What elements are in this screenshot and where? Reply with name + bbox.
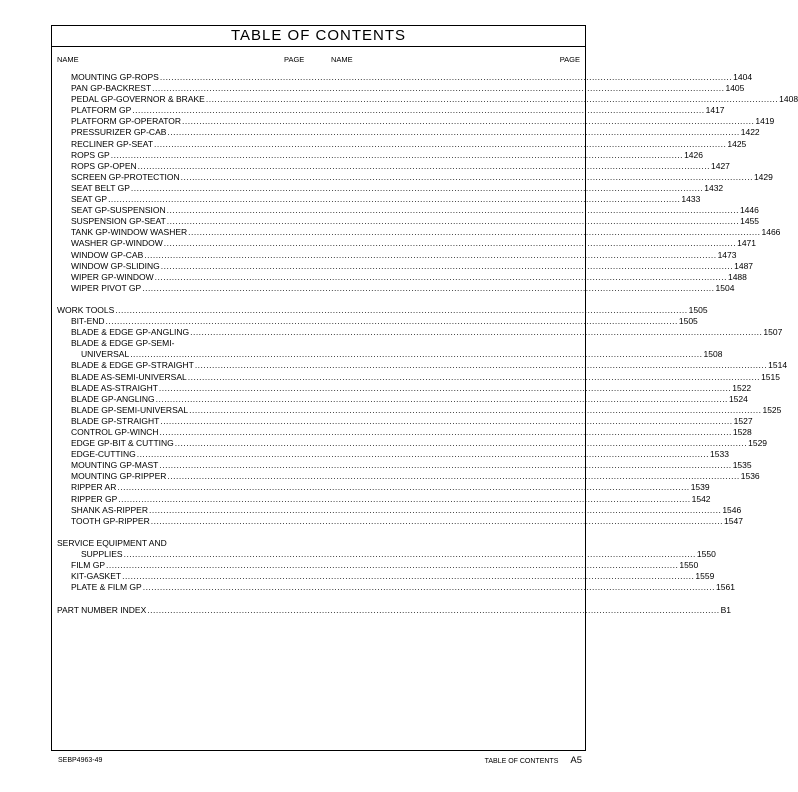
toc-entry-page: 1515: [761, 371, 780, 382]
toc-entry[interactable]: [57, 171, 773, 183]
toc-entry-page: 1527: [733, 415, 753, 426]
toc-entry-page: 1425: [727, 138, 747, 149]
toc-entry-name: ROPS GP: [71, 149, 110, 160]
leader-dots: ........................................................................................................................................................................................................: [110, 149, 684, 160]
toc-entry-name: TANK GP-WINDOW WASHER: [71, 227, 188, 238]
toc-entry-page: B1: [720, 604, 732, 615]
toc-entry-name: EDGE-CUTTING: [71, 449, 136, 460]
page-title: TABLE OF CONTENTS: [52, 26, 585, 47]
toc-entry[interactable]: [57, 182, 724, 194]
toc-entry-page: 1408: [779, 94, 798, 105]
toc-entry[interactable]: [57, 404, 782, 416]
toc-entry[interactable]: [57, 83, 745, 94]
toc-entry[interactable]: [57, 116, 775, 127]
toc-entry-page: 1524: [728, 393, 748, 404]
toc-entry-name: SCREEN GP-PROTECTION: [71, 171, 180, 182]
leader-dots: ........................................................................................................................................................................................................: [188, 227, 761, 238]
toc-entry-name: WINDOW GP-SLIDING: [71, 260, 160, 271]
left-name-header: NAME: [57, 55, 79, 64]
footer-doc-id: SEBP4963-49: [58, 757, 103, 764]
toc-entry[interactable]: [57, 438, 768, 449]
toc-entry-page: 1542: [691, 493, 711, 504]
right-name-header: NAME: [331, 55, 353, 64]
toc-entry-page: 1561: [716, 582, 735, 593]
leader-dots: ........................................................................................................................................................................................................: [130, 349, 703, 360]
toc-entry-name: SEAT GP-SUSPENSION: [71, 205, 166, 216]
toc-entry-name: SHANK AS-RIPPER: [71, 504, 148, 515]
toc-entry-name: MOUNTING GP-MAST: [71, 460, 159, 471]
toc-entry-page: 1528: [732, 427, 752, 437]
toc-section-part-number-index[interactable]: [57, 604, 732, 616]
leader-dots: ........................................................................................................................................................................................................: [106, 560, 679, 571]
leader-dots: ........................................................................................................................................................................................................: [115, 304, 688, 315]
toc-entry[interactable]: [57, 571, 715, 582]
toc-entry[interactable]: [57, 160, 730, 172]
footer-page-number: A5: [570, 755, 582, 766]
leader-dots: ........................................................................................................................................................................................................: [154, 271, 727, 282]
toc-entry[interactable]: [57, 260, 754, 272]
toc-entry-page: 1422: [740, 127, 760, 138]
leader-dots: ........................................................................................................................................................................................................: [159, 460, 732, 471]
toc-entry-page: 1488: [727, 271, 747, 282]
toc-entry[interactable]: [57, 449, 729, 460]
toc-entry-page: 1487: [734, 260, 754, 271]
toc-entry-name: UNIVERSAL: [81, 349, 130, 360]
toc-entry-name: PLATE & FILM GP: [71, 582, 142, 593]
toc-entry-name: RIPPER AR: [71, 482, 117, 493]
toc-entry[interactable]: [57, 415, 753, 427]
toc-entry-name: WINDOW GP-CAB: [71, 249, 144, 260]
toc-entry-page: 1404: [733, 72, 753, 82]
toc-entry[interactable]: [57, 205, 759, 216]
footer-section: TABLE OF CONTENTS: [484, 758, 559, 765]
right-page-header: PAGE: [559, 55, 580, 64]
leader-dots: ........................................................................................................................................................................................................: [122, 571, 695, 582]
toc-entry-page: 1429: [753, 171, 773, 182]
toc-entry[interactable]: [57, 349, 723, 360]
toc-entry[interactable]: [57, 460, 752, 471]
leader-dots: ........................................................................................................................................................................................................: [189, 404, 762, 415]
toc-entry[interactable]: [57, 327, 783, 338]
toc-entry-page: 1471: [737, 238, 757, 249]
toc-entry[interactable]: [57, 560, 699, 571]
toc-entry-name: SUSPENSION GP-SEAT: [71, 216, 166, 227]
toc-entry-name: PLATFORM GP-OPERATOR: [71, 116, 182, 127]
footer-right: [485, 755, 582, 766]
toc-entry-name: MOUNTING GP-RIPPER: [71, 471, 167, 482]
toc-entry-page: 1559: [695, 571, 715, 582]
toc-entry[interactable]: [57, 127, 760, 138]
toc-entry[interactable]: [57, 493, 711, 505]
leader-dots: ........................................................................................................................................................................................................: [147, 604, 720, 615]
leader-dots: ........................................................................................................................................................................................................: [182, 116, 755, 127]
leader-dots: ........................................................................................................................................................................................................: [190, 327, 763, 338]
toc-entry-name: BLADE & EDGE GP-STRAIGHT: [71, 360, 194, 371]
toc-entry-page: 1536: [740, 471, 760, 482]
toc-entry-name: KIT-GASKET: [71, 571, 122, 582]
leader-dots: ........................................................................................................................................................................................................: [105, 316, 678, 327]
toc-entry[interactable]: [57, 94, 798, 105]
toc-entry-page: 1432: [704, 182, 724, 193]
leader-dots: ........................................................................................................................................................................................................: [180, 171, 753, 182]
toc-entry-name: SERVICE EQUIPMENT AND: [57, 537, 167, 548]
toc-entry[interactable]: [57, 482, 710, 493]
leader-dots: ........................................................................................................................................................................................................: [130, 182, 704, 193]
toc-entry-name: WIPER PIVOT GP: [71, 282, 142, 293]
toc-entry[interactable]: [57, 515, 743, 527]
toc-entry-page: 1446: [739, 205, 759, 216]
toc-entry[interactable]: [57, 316, 698, 327]
toc-entry-page: 1525: [762, 404, 782, 415]
toc-entry-name: PEDAL GP-GOVERNOR & BRAKE: [71, 94, 205, 105]
toc-entry-page: 1405: [725, 83, 745, 94]
leader-dots: ........................................................................................................................................................................................................: [118, 493, 691, 504]
toc-entry-page: 1433: [681, 194, 701, 205]
toc-entry[interactable]: [57, 504, 742, 516]
toc-entry-name: PART NUMBER INDEX: [57, 604, 147, 615]
toc-entry[interactable]: [57, 382, 752, 394]
toc-entry-name: BIT-END: [71, 316, 105, 327]
toc-entry[interactable]: [57, 227, 781, 238]
leader-dots: ........................................................................................................................................................................................................: [158, 382, 732, 393]
leader-dots: ........................................................................................................................................................................................................: [167, 127, 740, 138]
toc-entry-wrapped: [57, 338, 307, 349]
leader-dots: ........................................................................................................................................................................................................: [160, 260, 734, 271]
toc-entry-page: 1539: [690, 482, 710, 493]
toc-entry-page: 1455: [740, 216, 760, 227]
toc-entry-name: TOOTH GP-RIPPER: [71, 515, 150, 526]
toc-entry-page: 1504: [715, 282, 735, 293]
toc-entry[interactable]: [57, 105, 725, 116]
leader-dots: ........................................................................................................................................................................................................: [152, 83, 725, 94]
leader-dots: ........................................................................................................................................................................................................: [154, 138, 727, 149]
toc-entry-name: SEAT BELT GP: [71, 182, 130, 193]
leader-dots: ........................................................................................................................................................................................................: [166, 216, 740, 227]
leader-dots: ........................................................................................................................................................................................................: [194, 360, 768, 371]
toc-entry-name: MOUNTING GP-ROPS: [71, 72, 159, 82]
toc-entry[interactable]: [57, 216, 760, 227]
toc-entry-name: PRESSURIZER GP-CAB: [71, 127, 167, 138]
toc-entry[interactable]: [57, 582, 735, 593]
leader-dots: ........................................................................................................................................................................................................: [159, 72, 733, 82]
leader-dots: ........................................................................................................................................................................................................: [187, 371, 761, 382]
toc-entry-page: 1426: [684, 149, 703, 160]
toc-entry-name: BLADE GP-STRAIGHT: [71, 415, 160, 426]
toc-entry-name: RECLINER GP-SEAT: [71, 138, 154, 149]
leader-dots: ........................................................................................................................................................................................................: [137, 160, 710, 171]
toc-entry-name: PLATFORM GP: [71, 105, 132, 116]
toc-entry-name: WIPER GP-WINDOW: [71, 271, 154, 282]
leader-dots: ........................................................................................................................................................................................................: [174, 438, 748, 449]
toc-entry-page: 1417: [705, 105, 725, 116]
toc-entry[interactable]: [57, 138, 747, 150]
leader-dots: ........................................................................................................................................................................................................: [166, 205, 739, 216]
toc-entry[interactable]: [57, 72, 753, 83]
toc-entry-page: 1508: [703, 349, 723, 360]
toc-entry-name: BLADE GP-ANGLING: [71, 393, 155, 404]
toc-entry-name: BLADE & EDGE GP-ANGLING: [71, 327, 190, 338]
toc-entry-page: 1514: [768, 360, 788, 371]
toc-entry-page: 1505: [678, 316, 698, 327]
toc-entry[interactable]: [57, 194, 701, 205]
leader-dots: ........................................................................................................................................................................................................: [160, 415, 733, 426]
toc-entry-page: 1507: [763, 327, 783, 338]
toc-entry[interactable]: [57, 149, 703, 161]
toc-section-work-tools[interactable]: [57, 304, 708, 316]
toc-entry-page: 1529: [748, 438, 768, 449]
toc-entry[interactable]: [57, 360, 788, 371]
toc-entry[interactable]: [57, 249, 737, 261]
toc-entry[interactable]: [57, 371, 780, 383]
toc-entry-name: BLADE GP-SEMI-UNIVERSAL: [71, 404, 189, 415]
leader-dots: ........................................................................................................................................................................................................: [155, 393, 728, 404]
toc-entry-name: SEAT GP: [71, 194, 108, 205]
leader-dots: ........................................................................................................................................................................................................: [117, 482, 690, 493]
toc-entry[interactable]: [57, 393, 748, 405]
toc-entry-page: 1419: [755, 116, 775, 127]
toc-entry-name: BLADE & EDGE GP-SEMI-: [71, 338, 175, 349]
toc-entry-page: 1505: [688, 304, 708, 315]
leader-dots: ........................................................................................................................................................................................................: [205, 94, 779, 105]
leader-dots: ........................................................................................................................................................................................................: [142, 282, 715, 293]
toc-entry-name: FILM GP: [71, 560, 106, 571]
toc-frame: [51, 25, 798, 751]
toc-entry-name: SUPPLIES: [81, 549, 123, 560]
leader-dots: ........................................................................................................................................................................................................: [159, 427, 732, 437]
toc-entry-name: ROPS GP-OPEN: [71, 160, 137, 171]
toc-list: [57, 72, 798, 616]
toc-entry-page: 1550: [679, 560, 699, 571]
leader-dots: ........................................................................................................................................................................................................: [136, 449, 710, 460]
toc-entry[interactable]: [57, 282, 735, 294]
leader-dots: ........................................................................................................................................................................................................: [149, 504, 722, 515]
leader-dots: ........................................................................................................................................................................................................: [167, 471, 740, 482]
toc-section-service-equipment[interactable]: [57, 549, 716, 560]
toc-entry-name: PAN GP-BACKREST: [71, 83, 152, 94]
toc-entry[interactable]: [57, 238, 757, 249]
toc-entry-page: 1533: [710, 449, 729, 460]
leader-dots: ........................................................................................................................................................................................................: [108, 194, 681, 205]
toc-entry-name: WORK TOOLS: [57, 304, 115, 315]
toc-section-service-equipment-line1: [57, 538, 307, 549]
leader-dots: ........................................................................................................................................................................................................: [142, 582, 716, 593]
leader-dots: ........................................................................................................................................................................................................: [132, 105, 705, 116]
toc-entry-page: 1550: [696, 549, 716, 560]
toc-entry-name: RIPPER GP: [71, 493, 118, 504]
toc-entry-name: WASHER GP-WINDOW: [71, 238, 163, 249]
toc-entry-name: BLADE AS-SEMI-UNIVERSAL: [71, 371, 187, 382]
leader-dots: ........................................................................................................................................................................................................: [163, 238, 737, 249]
toc-entry-page: 1546: [722, 504, 742, 515]
leader-dots: ........................................................................................................................................................................................................: [144, 249, 717, 260]
toc-entry-page: 1427: [710, 160, 730, 171]
toc-entry[interactable]: [57, 427, 752, 438]
leader-dots: ........................................................................................................................................................................................................: [150, 515, 724, 526]
leader-dots: ........................................................................................................................................................................................................: [123, 549, 696, 560]
toc-entry[interactable]: [57, 471, 760, 482]
left-page-header: PAGE: [284, 55, 305, 64]
toc-entry[interactable]: [57, 271, 747, 283]
toc-entry-name: BLADE AS-STRAIGHT: [71, 382, 158, 393]
toc-entry-page: 1522: [732, 382, 752, 393]
toc-entry-page: 1473: [717, 249, 737, 260]
toc-entry-page: 1466: [761, 227, 781, 238]
toc-entry-name: CONTROL GP-WINCH: [71, 427, 159, 437]
toc-entry-page: 1547: [724, 515, 743, 526]
toc-entry-name: EDGE GP-BIT & CUTTING: [71, 438, 174, 449]
toc-entry-page: 1535: [732, 460, 752, 471]
